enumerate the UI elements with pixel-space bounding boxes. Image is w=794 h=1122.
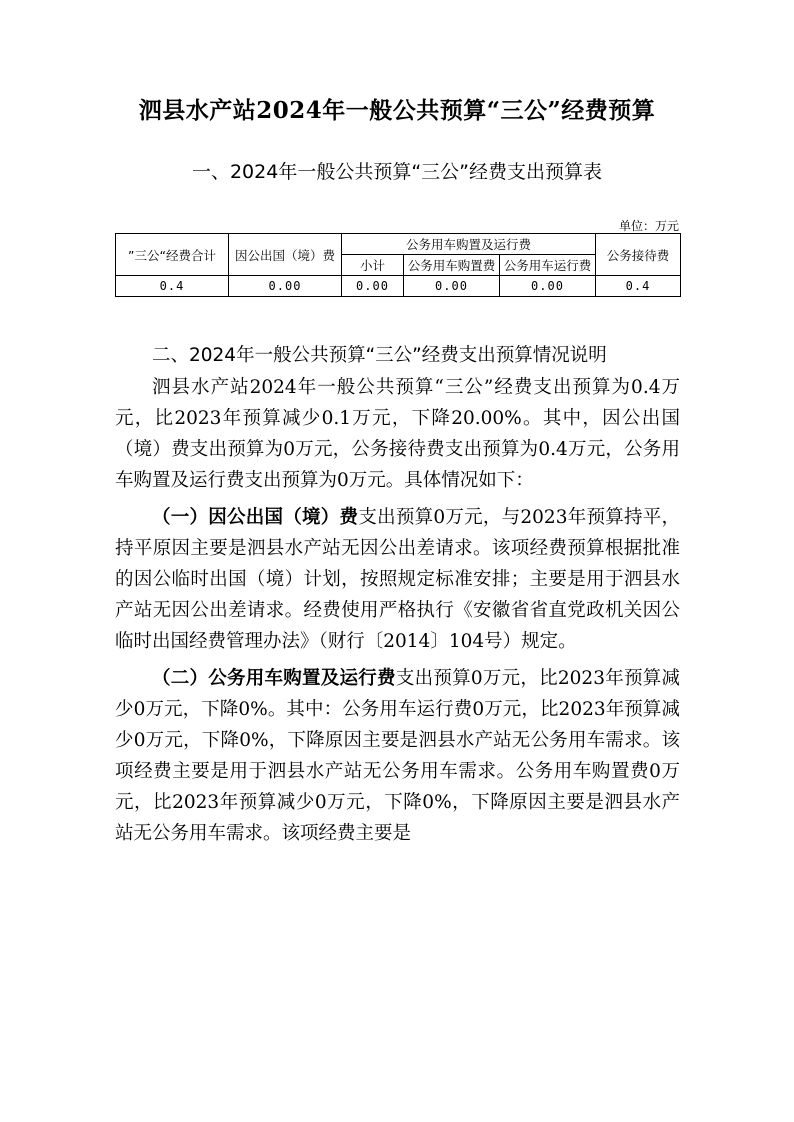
header-vehicle-group: 公务用车购置及运行费 <box>342 234 596 255</box>
value-abroad: 0.00 <box>229 276 342 297</box>
header-total: ”三公“经费合计 <box>116 234 229 276</box>
header-abroad: 因公出国（境）费 <box>229 234 342 276</box>
section2-heading: 二、2024年一般公共预算“三公”经费支出预算情况说明 <box>152 345 607 366</box>
budget-table <box>115 233 681 297</box>
item1-heading: （一）因公出国（境）费 <box>152 507 359 528</box>
header-reception: 公务接待费 <box>596 234 681 276</box>
header-vehicle-operation: 公务用车运行费 <box>500 255 596 276</box>
value-reception: 0.4 <box>596 276 681 297</box>
value-vehicle-subtotal: 0.00 <box>342 276 404 297</box>
intro-paragraph: 泗县水产站2024年一般公共预算“三公”经费支出预算为0.4万元，比2023年预算减少0.1万元，下降20.00%。其中，因公出国（境）费支出预算为0万元，公务接待费支出预算为0.4万元，公务用车购置及运行费支出预算为0万元。具体情况如下： <box>115 377 680 491</box>
item1-paragraph <box>115 502 680 657</box>
table-row <box>116 276 681 297</box>
document-title: 泗县水产站2024年一般公共预算“三公”经费预算 <box>138 97 656 124</box>
header-vehicle-subtotal: 小计 <box>342 255 404 276</box>
header-vehicle-purchase: 公务用车购置费 <box>404 255 500 276</box>
item2-heading: （二）公务用车购置及运行费 <box>152 668 396 689</box>
value-vehicle-operation: 0.00 <box>500 276 596 297</box>
item2-paragraph <box>115 663 680 849</box>
item2-text: 支出预算0万元，比2023年预算减少0万元，下降0%。其中：公务用车运行费0万元，比2023年预算减少0万元，下降0%，下降原因主要是泗县水产站无公务用车需求。该项经费主要是用于泗县水产站无公务用车需求。公务用车购置费0万元，比2023年预算减少0万元，下降0%，下降原因主要是泗县水产站无公务用车需求。该项经费主要是 <box>115 668 680 844</box>
section1-heading: 一、2024年一般公共预算“三公”经费支出预算表 <box>191 161 603 183</box>
item1-text: 支出预算0万元，与2023年预算持平，持平原因主要是泗县水产站无因公出差请求。该项经费预算根据批准的因公临时出国（境）计划，按照规定标准安排；主要是用于泗县水产站无因公出差请求。经费使用严格执行《安徽省省直党政机关因公临时出国经费管理办法》（财行〔2014〕104号）规定。 <box>115 507 680 652</box>
value-total: 0.4 <box>116 276 229 297</box>
value-vehicle-purchase: 0.00 <box>404 276 500 297</box>
section2-body <box>115 372 680 849</box>
unit-label: 单位：万元 <box>618 219 679 233</box>
